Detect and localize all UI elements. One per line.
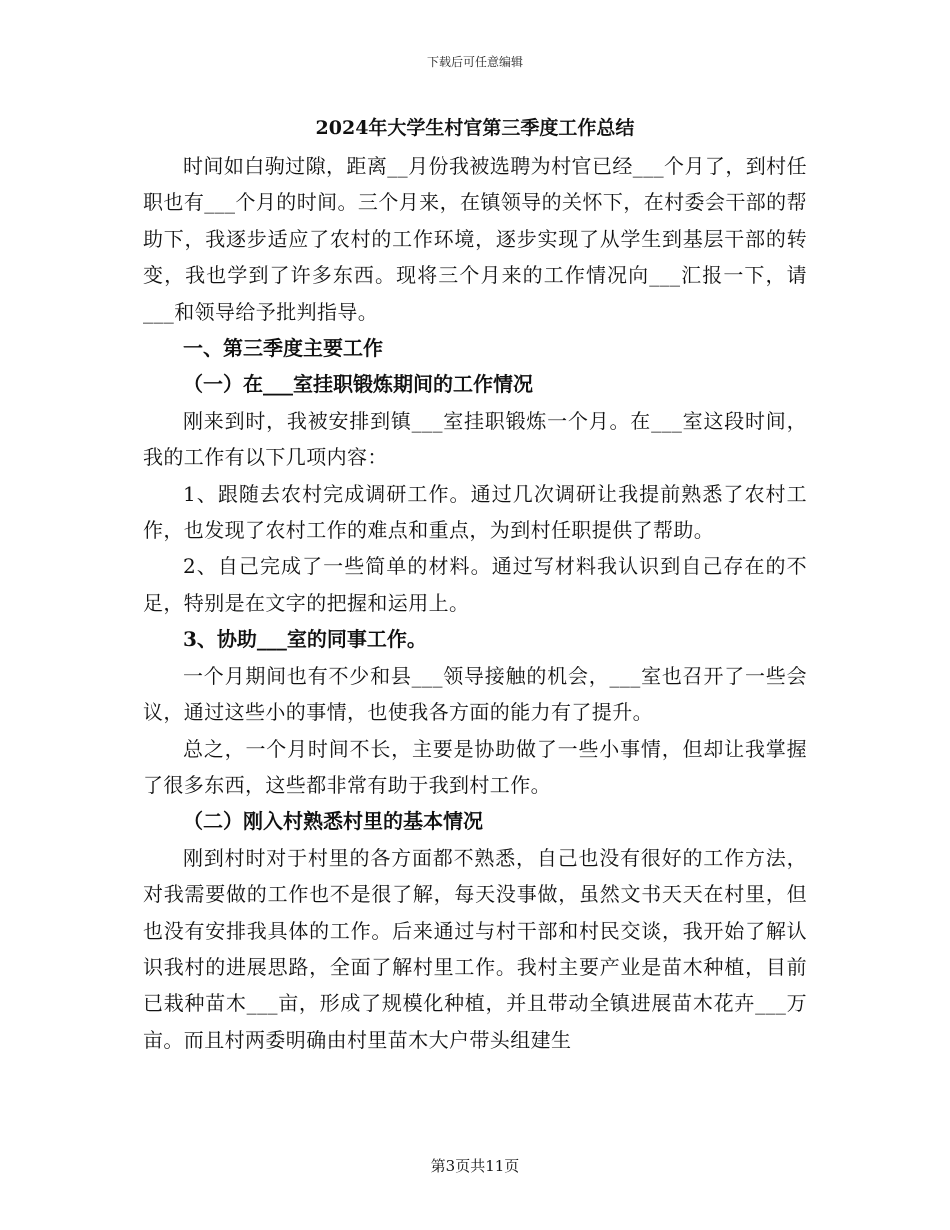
paragraph-item-1: 1、跟随去农村完成调研工作。通过几次调研让我提前熟悉了农村工作，也发现了农村工作的难点和重点，为到村任职提供了帮助。 (143, 481, 807, 543)
paragraph-item-2: 2、自己完成了一些简单的材料。通过写材料我认识到自己存在的不足，特别是在文字的把握和运用上。 (143, 554, 807, 615)
subsection-heading-village: （二）刚入村熟悉村里的基本情况 (183, 809, 483, 834)
page-footer: 第3页共11页 (430, 1157, 520, 1175)
paragraph-summary: 总之，一个月时间不长，主要是协助做了一些小事情，但却让我掌握了很多东西，这些都非常有助于我到村工作。 (143, 736, 807, 797)
header-note: 下载后可任意编辑 (426, 55, 523, 69)
paragraph-office-assignment: 刚来到时，我被安排到镇___室挂职锻炼一个月。在___室这段时间，我的工作有以下几项内容： (143, 408, 807, 470)
subsection-heading-office-work: （一）在___室挂职锻炼期间的工作情况 (183, 372, 533, 397)
document-body (143, 112, 807, 1058)
paragraph-village-situation: 刚到村时对于村里的各方面都不熟悉，自己也没有很好的工作方法，对我需要做的工作也不是很了解，每天没事做，虽然文书天天在村里，但也没有安排我具体的工作。后来通过与村干部和村民交谈，我开始了解认识我村的进展思路，全面了解村里工作。我村主要产业是苗木种植，目前已栽种苗木___亩，形成了规模化种植，并且带动全镇进展苗木花卉___万亩。而且村两委明确由村里苗木大户带头组建生 (143, 845, 807, 1052)
section-heading-main-work: 一、第三季度主要工作 (183, 336, 383, 361)
item-heading-3: 3、协助___室的同事工作。 (183, 627, 427, 652)
document-title: 2024年大学生村官第三季度工作总结 (315, 117, 635, 139)
paragraph-intro: 时间如白驹过隙，距离__月份我被选聘为村官已经___个月了，到村任职也有___个月的时间。三个月来，在镇领导的关怀下，在村委会干部的帮助下，我逐步适应了农村的工作环境，逐步实现了从学生到基层干部的转变，我也学到了许多东西。现将三个月来的工作情况向___汇报一下，请___和领导给予批判指导。 (143, 154, 807, 324)
paragraph-item-3-detail: 一个月期间也有不少和县___领导接触的机会，___室也召开了一些会议，通过这些小的事情，也使我各方面的能力有了提升。 (143, 663, 807, 725)
